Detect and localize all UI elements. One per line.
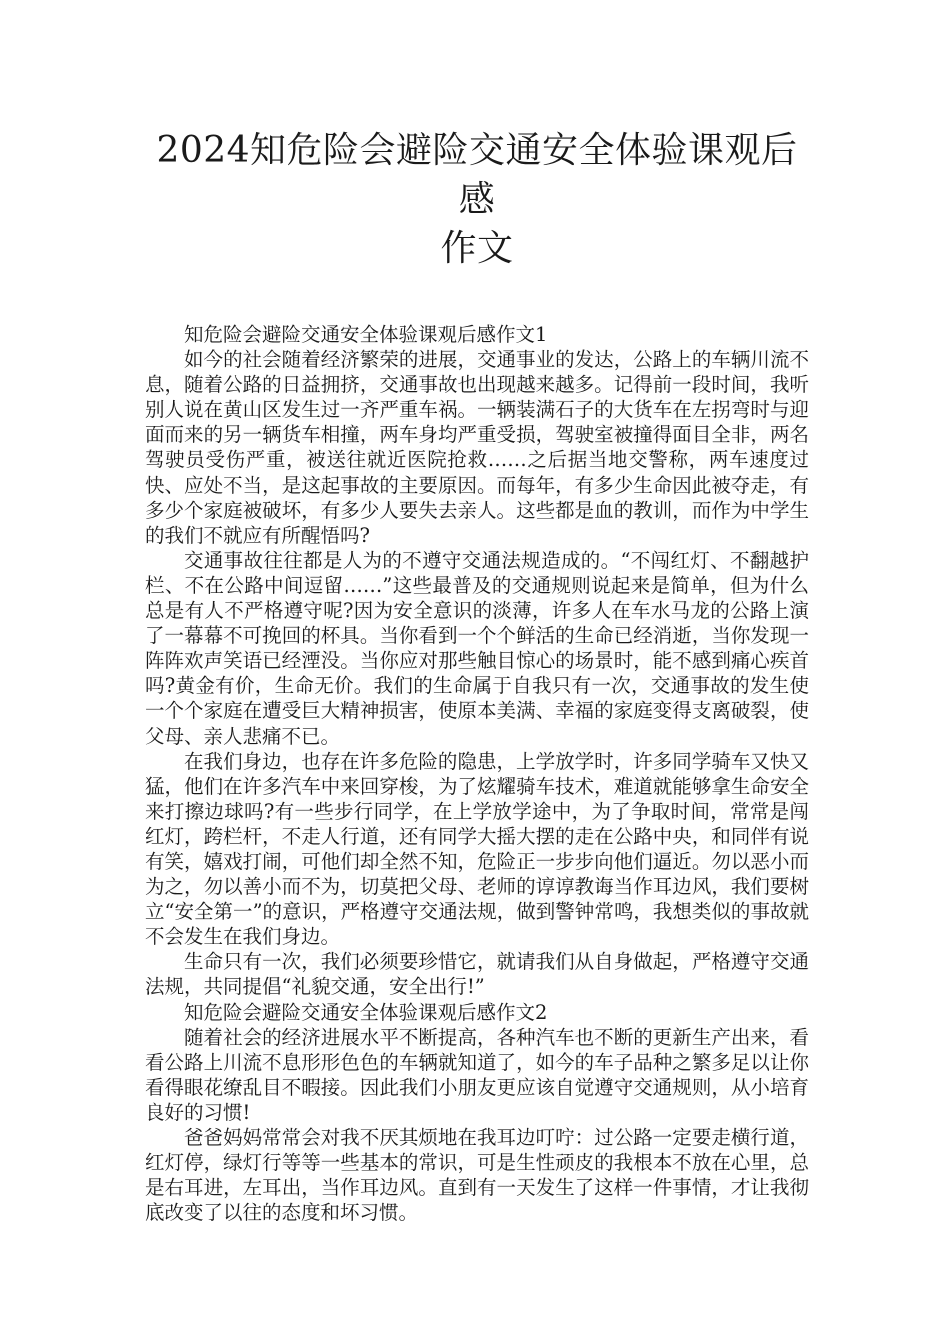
- title-line-1: 2024知危险会避险交通安全体验课观后感: [156, 130, 798, 220]
- paragraph: 爸爸妈妈常常会对我不厌其烦地在我耳边叮咛：过公路一定要走横行道，红灯停，绿灯行等等一些基本的常识，可是生性顽皮的我根本不放在心里，总是右耳进，左耳出，当作耳边风。直到有一天发生了这样一件事情，才让我彻底改变了以往的态度和坏习惯。: [145, 1126, 809, 1225]
- paragraph: 交通事故往往都是人为的不遵守交通法规造成的。“不闯红灯、不翻越护栏、不在公路中间逗留……”这些最普及的交通规则说起来是简单，但为什么总是有人不严格遵守呢?因为安全意识的淡薄，许多人在车水马龙的公路上演了一幕幕不可挽回的杯具。当你看到一个个鲜活的生命已经消逝，当你发现一阵阵欢声笑语已经湮没。当你应对那些触目惊心的场景时，能不感到痛心疾首吗?黄金有价，生命无价。我们的生命属于自我只有一次，交通事故的发生使一个个家庭在遭受巨大精神损害，使原本美满、幸福的家庭变得支离破裂，使父母、亲人悲痛不已。: [145, 548, 809, 748]
- section-heading-2: 知危险会避险交通安全体验课观后感作文2: [184, 1000, 548, 1024]
- paragraph: 在我们身边，也存在许多危险的隐患，上学放学时，许多同学骑车又快又猛，他们在许多汽车中来回穿梭，为了炫耀骑车技术，难道就能够拿生命安全来打擦边球吗?有一些步行同学，在上学放学途中，为了争取时间，常常是闯红灯，跨栏杆，不走人行道，还有同学大摇大摆的走在公路中央，和同伴有说有笑，嬉戏打闹，可他们却全然不知，危险正一步步向他们逼近。勿以恶小而为之，勿以善小而不为，切莫把父母、老师的谆谆教诲当作耳边风，我们要树立“安全第一”的意识，严格遵守交通法规，做到警钟常鸣，我想类似的事故就不会发生在我们身边。: [145, 749, 809, 949]
- document-title: [145, 126, 809, 273]
- paragraph: 如今的社会随着经济繁荣的进展，交通事业的发达，公路上的车辆川流不息，随着公路的日益拥挤，交通事故也出现越来越多。记得前一段时间，我听别人说在黄山区发生过一齐严重车祸。一辆装满石子的大货车在左拐弯时与迎面而来的另一辆货车相撞，两车身均严重受损，驾驶室被撞得面目全非，两名驾驶员受伤严重，被送往就近医院抢救……之后据当地交警称，两车速度过快、应处不当，是这起事故的主要原因。而每年，有多少生命因此被夺走，有多少个家庭被破坏，有多少人要失去亲人。这些都是血的教训，而作为中学生的我们不就应有所醒悟吗?: [145, 348, 809, 547]
- paragraph: 生命只有一次，我们必须要珍惜它，就请我们从自身做起，严格遵守交通法规，共同提倡“礼貌交通，安全出行!”: [145, 950, 809, 999]
- title-line-2: 作文: [440, 228, 514, 269]
- document-page: [145, 126, 809, 1225]
- paragraph: 随着社会的经济进展水平不断提高，各种汽车也不断的更新生产出来，看看公路上川流不息形形色色的车辆就知道了，如今的车子品种之繁多足以让你看得眼花缭乱目不暇接。因此我们小朋友更应该自觉遵守交通规则，从小培育良好的习惯!: [145, 1025, 809, 1124]
- section-heading-1: 知危险会避险交通安全体验课观后感作文1: [184, 323, 548, 346]
- document-body: [145, 322, 809, 1225]
